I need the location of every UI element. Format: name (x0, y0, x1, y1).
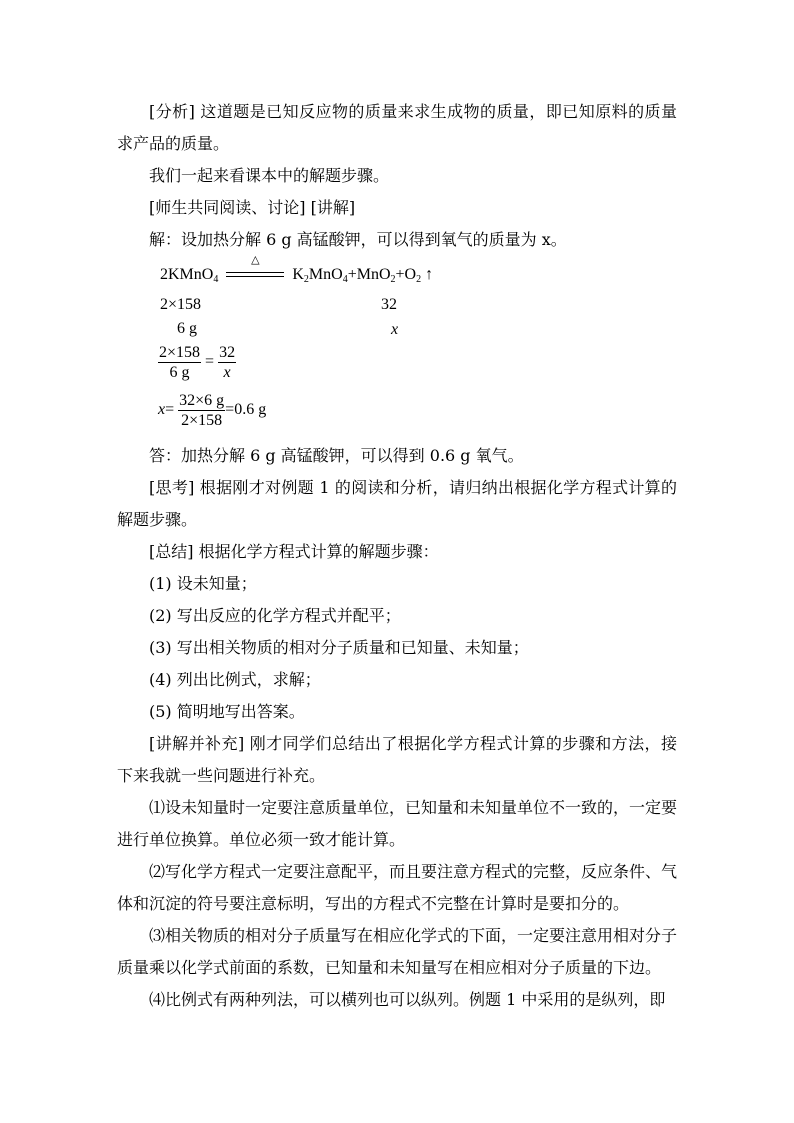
analysis-paragraph: [分析] 这道题是已知反应物的质量来求生成物的质量，即已知原料的质量求产品的质量。 (117, 102, 677, 153)
summary-title: [总结] 根据化学方程式计算的解题步骤： (149, 542, 439, 561)
solution-result: =0.6 g (225, 401, 267, 419)
discussion-heading: [师生共同阅读、讨论] [讲解] (149, 198, 356, 217)
note-paragraph: ⑶相关物质的相对分子质量写在相应化学式的下面，一定要注意用相对分子质量乘以化学式前面的系数，已知量和未知量写在相应相对分子质量的下边。 (117, 926, 678, 977)
product-mno2: MnO$_2$ (356, 266, 396, 285)
proportion: $\frac{2\times 158}{6 g}$ = $\frac{32}{x}$ (159, 344, 236, 381)
intro-paragraph: 我们一起来看课本中的解题步骤。 (149, 166, 390, 185)
summary-step: (4) 列出比例式，求解； (149, 670, 321, 689)
molar-mass-right: 32 (381, 296, 397, 313)
solution-fraction: $\frac{32\times 6 g}{2\times 158}$ (179, 392, 225, 429)
solution-line: x= $\frac{32\times 6 g}{2\times 158}$ =0.6 g (158, 392, 267, 429)
answer-paragraph: 答：加热分解 6 g 高锰酸钾，可以得到 0.6 g 氧气。 (149, 446, 524, 465)
note-paragraph: ⑴设未知量时一定要注意质量单位，已知量和未知量单位不一致的，一定要进行单位换算。单位必须一致才能计算。 (117, 798, 678, 849)
proportion-right-fraction: $\frac{32}{x}$ (219, 344, 236, 381)
note-paragraph: ⑷比例式有两种列法，可以横列也可以纵列。例题 1 中采用的是纵列，即 (149, 990, 666, 1009)
summary-step: (1) 设未知量； (149, 574, 257, 593)
summary-step: (5) 简明地写出答案。 (149, 702, 305, 721)
gas-arrow-icon: ↑ (425, 266, 434, 283)
note-paragraph: ⑵写化学方程式一定要注意配平，而且要注意方程式的完整，反应条件、气体和沉淀的符号要注意标明，写出的方程式不完整在计算时是要扣分的。 (117, 862, 678, 913)
summary-step: (2) 写出反应的化学方程式并配平； (149, 606, 401, 625)
summary-step: (3) 写出相关物质的相对分子质量和已知量、未知量； (149, 638, 529, 657)
molar-mass-left: 2×158 (160, 296, 202, 313)
product-o2: $O_2$ (404, 266, 422, 285)
reactant-formula: 2KMnO$_4$ (160, 266, 219, 285)
think-paragraph: [思考] 根据刚才对例题 1 的阅读和分析，请归纳出根据化学方程式计算的解题步骤。 (117, 478, 677, 529)
unknown-mass: x (391, 321, 399, 338)
explain-paragraph: [讲解并补充] 刚才同学们总结出了根据化学方程式计算的步骤和方法，接下来我就一些问题进行补充。 (117, 734, 677, 785)
proportion-left-fraction: $\frac{2\times 158}{6 g}$ (159, 344, 201, 381)
reaction-condition-heat (224, 254, 286, 284)
known-mass: 6 g (177, 320, 197, 337)
product-k2mno4: $K_2MnO_4$ (292, 266, 348, 285)
solution-setup: 解：设加热分解 6 g 高锰酸钾，可以得到氧气的质量为 x。 (149, 230, 567, 249)
chemical-equation: 2KMnO$_4$ △ $K_2MnO_4+MnO_2+O_2$ ↑ (160, 254, 434, 285)
heat-icon: △ (251, 254, 260, 267)
